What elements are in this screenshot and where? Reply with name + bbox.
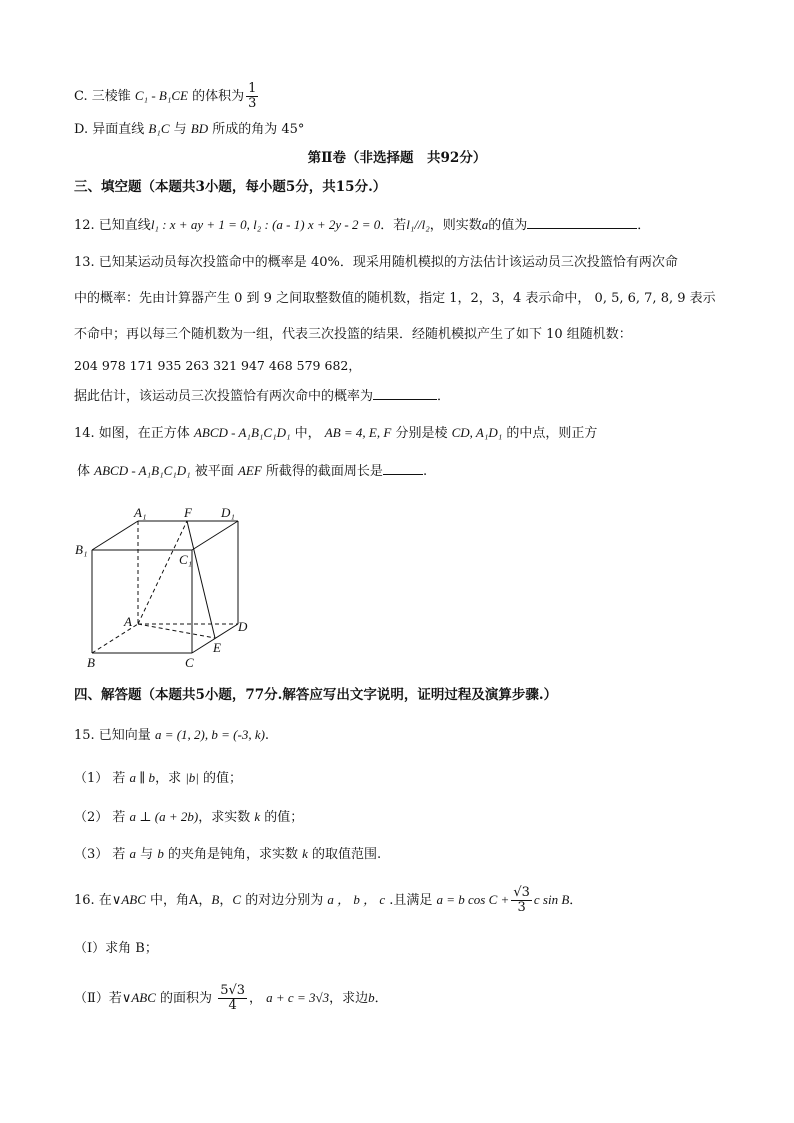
q15-p3-variable: k	[302, 846, 308, 861]
q15-p3-math-2: b	[157, 846, 164, 861]
q16-p2-variable: b	[368, 990, 375, 1005]
q15-p2-math: a ⊥ (a + 2b)	[129, 809, 199, 824]
q16-p2-mid-3: ，求边	[329, 991, 369, 1006]
q16-equation-2: c sin B	[533, 892, 570, 907]
q13-random-numbers: 204 978 171 935 263 321 947 468 579 682，	[74, 358, 361, 373]
cube-figure	[70, 500, 270, 675]
label-d1: D₁	[221, 505, 235, 520]
q15-part-3	[74, 845, 381, 864]
q16-part-1: （Ⅰ）求角 B；	[74, 941, 158, 956]
q14-line-1	[74, 424, 597, 443]
q13-tail: ．	[437, 389, 451, 404]
label-f: F	[184, 505, 192, 520]
q14-line2-prefix: 体	[77, 464, 95, 479]
q16-p2-post: ．	[374, 991, 388, 1006]
q12-post: ，则实数	[429, 218, 482, 233]
option-d-suffix: 所成的角为 45°	[208, 122, 305, 137]
q12-variable: a	[481, 217, 489, 232]
part2-title: 第Ⅱ卷（非选择题 共92分）	[307, 150, 487, 166]
q12-parallel-math: l₁//l₂	[406, 217, 430, 232]
q13-line-5	[74, 387, 450, 406]
q13-answer-blank	[373, 387, 437, 400]
q15-p3-math: a	[129, 846, 137, 861]
option-d-mid: 与	[169, 122, 191, 137]
label-b: B	[87, 655, 95, 670]
q15-part-2	[74, 808, 303, 827]
q13-line-3: 不命中；再以每三个随机数为一组，代表三次投篮的结果．经随机模拟产生了如下 10 组随机数：	[74, 327, 632, 342]
q16-p2-mid-2: ，	[249, 991, 267, 1006]
q16-triangle-math: ∨ABC	[111, 892, 146, 907]
q16-p2-triangle-math: ∨ABC	[121, 990, 156, 1005]
q15-stem	[74, 726, 269, 745]
q14-cube-math: ABCD - A₁B₁C₁D₁	[193, 425, 291, 440]
q14-line2-post: 所截得的截面周长是	[261, 464, 383, 479]
q15-p3-prefix: （3） 若	[74, 847, 130, 862]
q16-post: ．	[569, 893, 583, 908]
q13-line-2: 中的概率：先由计算器产生 0 到 9 之间取整数值的随机数，指定 1，2，3，4 表示命中， 0, 5, 6, 7, 8, 9 表示	[74, 291, 716, 306]
option-d-prefix: D. 异面直线	[74, 122, 149, 137]
q15-p3-mid-2: 的夹角是钝角，求实数	[163, 847, 303, 862]
fraction-denominator: 3	[248, 96, 257, 111]
q14-edges-math: CD, A₁D₁	[451, 425, 503, 440]
q15-p2-mid: ，求实数	[198, 810, 255, 825]
q12-end: 的值为	[488, 218, 528, 233]
q12-tail: ．	[637, 218, 651, 233]
q14-post: 的中点，则正方	[502, 426, 598, 441]
fraction-denominator: 4	[228, 998, 237, 1013]
label-a1: A₁	[134, 505, 147, 520]
option-c	[74, 82, 260, 111]
edge-c1-d1	[192, 521, 238, 550]
fraction-one-third	[246, 82, 258, 111]
fraction-numerator: √3	[513, 885, 530, 900]
label-b1: B₁	[75, 542, 88, 557]
hidden-segment-a-f	[138, 521, 187, 624]
label-c: C	[185, 655, 194, 670]
option-c-suffix: 的体积为	[187, 89, 245, 104]
option-c-prefix: C. 三棱锥	[74, 89, 135, 104]
fraction-area	[218, 984, 247, 1013]
label-e: E	[213, 640, 221, 655]
q16-mid-3: .且满足	[385, 893, 437, 908]
q15-vectors-math: a = (1, 2), b = (-3, k)	[154, 727, 265, 742]
option-c-math: C₁ - B₁CE	[134, 88, 188, 103]
q12-answer-blank	[527, 216, 637, 229]
fraction-numerator: 5√3	[220, 983, 246, 998]
section3-title: 三、填空题（本题共3小题，每小题5分，共15分.）	[74, 179, 387, 195]
q12-prefix: 12. 已知直线	[74, 218, 151, 233]
q15-p2-prefix: （2） 若	[74, 810, 130, 825]
q15-part-1	[74, 769, 242, 788]
q14-line2-mid: 被平面	[190, 464, 238, 479]
q14-plane-math: AEF	[237, 463, 262, 478]
q14-ab-math: AB = 4, E, F	[324, 425, 392, 440]
q15-post: .	[264, 728, 270, 743]
label-a: A	[124, 614, 132, 629]
q16-sides-math: a ， b ， c	[327, 892, 386, 907]
q16-prefix: 16. 在	[74, 893, 112, 908]
q16-angle-b: B	[211, 892, 220, 907]
q15-p1-post: 的值；	[198, 771, 242, 786]
q16-mid-2: 的对边分别为	[241, 893, 328, 908]
q16-p2-mid: 的面积为	[155, 991, 217, 1006]
q16-angle-c: C	[232, 892, 242, 907]
q15-p1-math: a ∥ b	[129, 770, 156, 785]
fraction-sqrt3-over-3	[511, 886, 532, 915]
question-12	[74, 216, 650, 235]
section4-title: 四、解答题（本题共5小题，77分.解答应写出文字说明，证明过程及演算步骤.）	[74, 687, 558, 703]
q15-p1-math-2: |b|	[185, 770, 199, 785]
q12-mid: ．若	[380, 218, 407, 233]
q14-tail: .	[422, 464, 428, 479]
q14-answer-blank	[383, 462, 423, 475]
edge-b1-a1	[92, 521, 138, 550]
q15-p1-mid: ，求	[155, 771, 186, 786]
q16-p2-sum-math: a + c = 3√3	[266, 990, 330, 1005]
q14-mid: 中，	[290, 426, 325, 441]
fraction-numerator: 1	[248, 81, 257, 96]
fraction-denominator: 3	[517, 900, 526, 915]
q16-p2-prefix: （Ⅱ）若	[74, 991, 122, 1006]
q14-line-2	[77, 462, 427, 481]
q14-mid-2: 分别是棱	[391, 426, 452, 441]
option-d-math-2: BD	[190, 121, 209, 136]
q15-p2-post: 的值；	[260, 810, 304, 825]
q13-line-1: 13. 已知某运动员每次投篮命中的概率是 40%．现采用随机模拟的方法估计该运动员三次投篮恰有两次命	[74, 255, 678, 270]
q16-stem	[74, 886, 582, 915]
q15-p1-prefix: （1） 若	[74, 771, 130, 786]
q15-p2-variable: k	[254, 809, 261, 824]
q13-line-5-text: 据此估计，该运动员三次投篮恰有两次命中的概率为	[74, 389, 374, 404]
q12-lines-math: l₁ : x + ay + 1 = 0, l₂ : (a - 1) x + 2y - 2 = 0	[150, 217, 381, 232]
q15-prefix: 15. 已知向量	[74, 728, 155, 743]
q14-prefix: 14. 如图，在正方体	[74, 426, 194, 441]
option-d-math-1: B₁C	[148, 121, 170, 136]
q16-sep: ，	[219, 893, 233, 908]
q16-mid: 中，角A，	[145, 893, 212, 908]
q15-p3-post: 的取值范围.	[307, 847, 382, 862]
label-c1: C₁	[179, 552, 193, 567]
q15-p3-mid: 与	[136, 847, 158, 862]
q16-equation: a = b cos C +	[436, 892, 510, 907]
q16-part-2	[74, 984, 388, 1013]
q14-line2-cube-math: ABCD - A₁B₁C₁D₁	[94, 463, 191, 478]
hidden-segment-a-e	[138, 624, 215, 638]
label-d: D	[238, 619, 248, 634]
option-d	[74, 120, 304, 139]
